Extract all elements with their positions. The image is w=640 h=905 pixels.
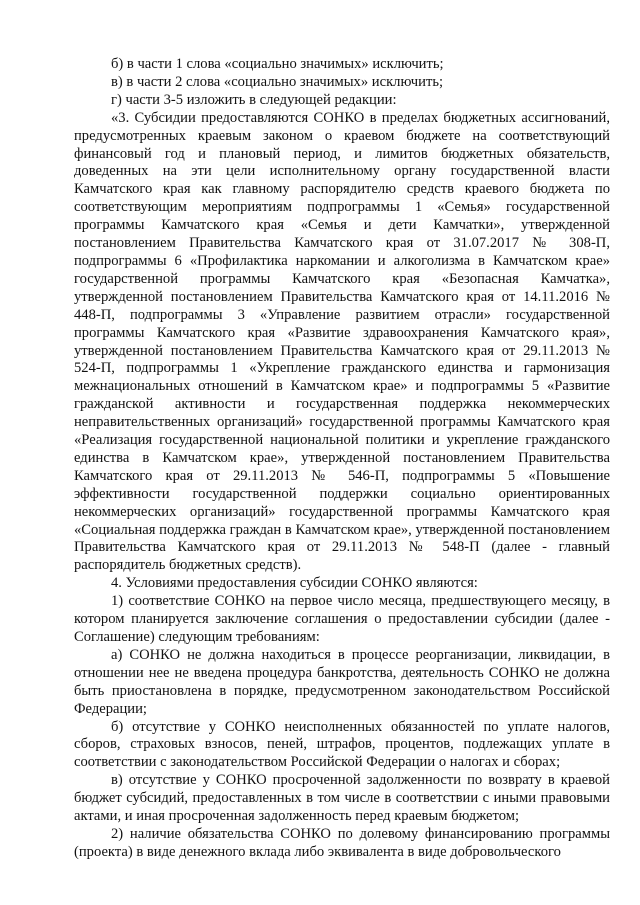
paragraph-section-3: «3. Субсидии предоставляются СОНКО в пределах бюджетных ассигнований, предусмотренных краевым законом о краевом бюджете на соответствующий финансовый год и плановый период, и лимитов бюджетных обязательств, доведенных на эти цели исполнительному органу государственной власти Камчатского края как главному распорядителю средств краевого бюджета по соответствующим мероприятиям подпрограммы 1 «Семья» государственной программы Камчатского края «Семья и дети Камчатки», утвержденной постановлением Правительства Камчатского края от 31.07.2017 № 308-П, подпрограммы 6 «Профилактика наркомании и алкоголизма в Камчатском крае» государственной программы Камчатского края «Безопасная Камчатка», утвержденной постановлением Правительства Камчатского края от 14.11.2016 № 448-П, подпрограммы 3 «Управление развитием отрасли» государственной программы Камчатского края «Развитие здравоохранения Камчатского края», утвержденной постановлением Правительства Камчатского края от 29.11.2013 № 524-П, подпрограммы 1 «Укрепление гражданского единства и гармонизация межнациональных отношений в Камчатском крае» и подпрограммы 5 «Развитие гражданской активности и государственная поддержка некоммерческих неправительственных организаций» государственной программы Камчатского края «Реализация государственной национальной политики и укрепление гражданского единства в Камчатском крае», утвержденной постановлением Правительства Камчатского края от 29.11.2013 № 546-П, подпрограммы 5 «Повышение эффективности государственной поддержки социально ориентированных некоммерческих организаций» государственной программы Камчатского края «Социальная поддержка граждан в Камчатском крае», утвержденной постановлением Правительства Камчатского края от 29.11.2013 № 548-П (далее - главный распорядитель бюджетных средств). (74, 109, 610, 574)
paragraph-condition-1b: б) отсутствие у СОНКО неисполненных обязанностей по уплате налогов, сборов, страховых взносов, пеней, штрафов, процентов, подлежащих уплате в соответствии с законодательством Российской Федерации о налогах и сборах; (74, 718, 610, 771)
paragraph-condition-2: 2) наличие обязательства СОНКО по долевому финансированию программы (проекта) в виде денежного вклада либо эквивалента в виде добровольческого (74, 825, 610, 860)
paragraph-g: г) части 3-5 изложить в следующей редакции: (111, 91, 397, 108)
paragraph-section-4: 4. Условиями предоставления субсидии СОНКО являются: (111, 575, 478, 592)
paragraph-condition-1v: в) отсутствие у СОНКО просроченной задолженности по возврату в краевой бюджет субсидий, предоставленных в том числе в соответствии с иными правовыми актами, и иная просроченная задолженность перед краевым бюджетом; (74, 772, 610, 825)
paragraph-condition-1: 1) соответствие СОНКО на первое число месяца, предшествующего месяцу, в котором планируется заключение соглашения о предоставлении субсидии (далее - Соглашение) следующим требованиям: (74, 593, 610, 645)
paragraph-condition-1a: а) СОНКО не должна находиться в процессе реорганизации, ликвидации, в отношении нее не введена процедура банкротства, деятельность СОНКО не должна быть приостановлена в порядке, предусмотренном законодательством Российской Федерации; (74, 646, 610, 717)
paragraph-b: б) в части 1 слова «социально значимых» исключить; (111, 56, 444, 72)
paragraph-v: в) в части 2 слова «социально значимых» исключить; (111, 73, 444, 90)
document-page (74, 56, 610, 862)
